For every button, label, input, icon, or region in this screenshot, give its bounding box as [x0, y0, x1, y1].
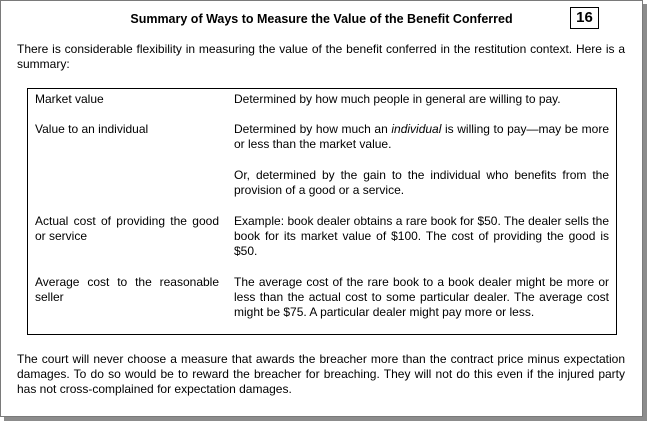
summary-table [27, 88, 617, 335]
term-actual-cost: Actual cost of providing the good or service [35, 214, 219, 243]
closing-paragraph: The court will never choose a measure that awards the breacher more than the contract price minus expectation damages. To do so would be to reward the breacher for breaching. They will not do this even if the injured party has not cross-complained for expectation damages. [17, 352, 625, 396]
definition-text-part: Determined by how much an [234, 122, 392, 136]
term-average-cost: Average cost to the reasonable seller [35, 275, 219, 304]
definition-value-to-individual [234, 122, 609, 152]
definition-market-value: Determined by how much people in general are willing to pay. [234, 92, 561, 106]
intro-paragraph: There is considerable flexibility in measuring the value of the benefit conferred in the restitution context. Here is a summary: [17, 42, 625, 71]
page-number-badge: 16 [570, 7, 599, 29]
definition-text-part: is willing to pay—may be more or less than the market value. [234, 122, 610, 151]
definition-value-to-individual-alt: Or, determined by the gain to the individual who benefits from the provision of a good or a service. [234, 168, 609, 197]
term-market-value: Market value [35, 92, 104, 106]
definition-average-cost: The average cost of the rare book to a book dealer might be more or less than the actual cost to some particular dealer. The average cost might be $75. A particular dealer might pay more or less. [234, 275, 609, 319]
page-title: Summary of Ways to Measure the Value of the Benefit Conferred [130, 12, 513, 26]
definition-actual-cost: Example: book dealer obtains a rare book for $50. The dealer sells the book for its market value of $100. The cost of providing the good is $50. [234, 214, 609, 258]
term-value-to-individual: Value to an individual [35, 122, 149, 136]
definition-emphasis: individual [391, 122, 442, 136]
